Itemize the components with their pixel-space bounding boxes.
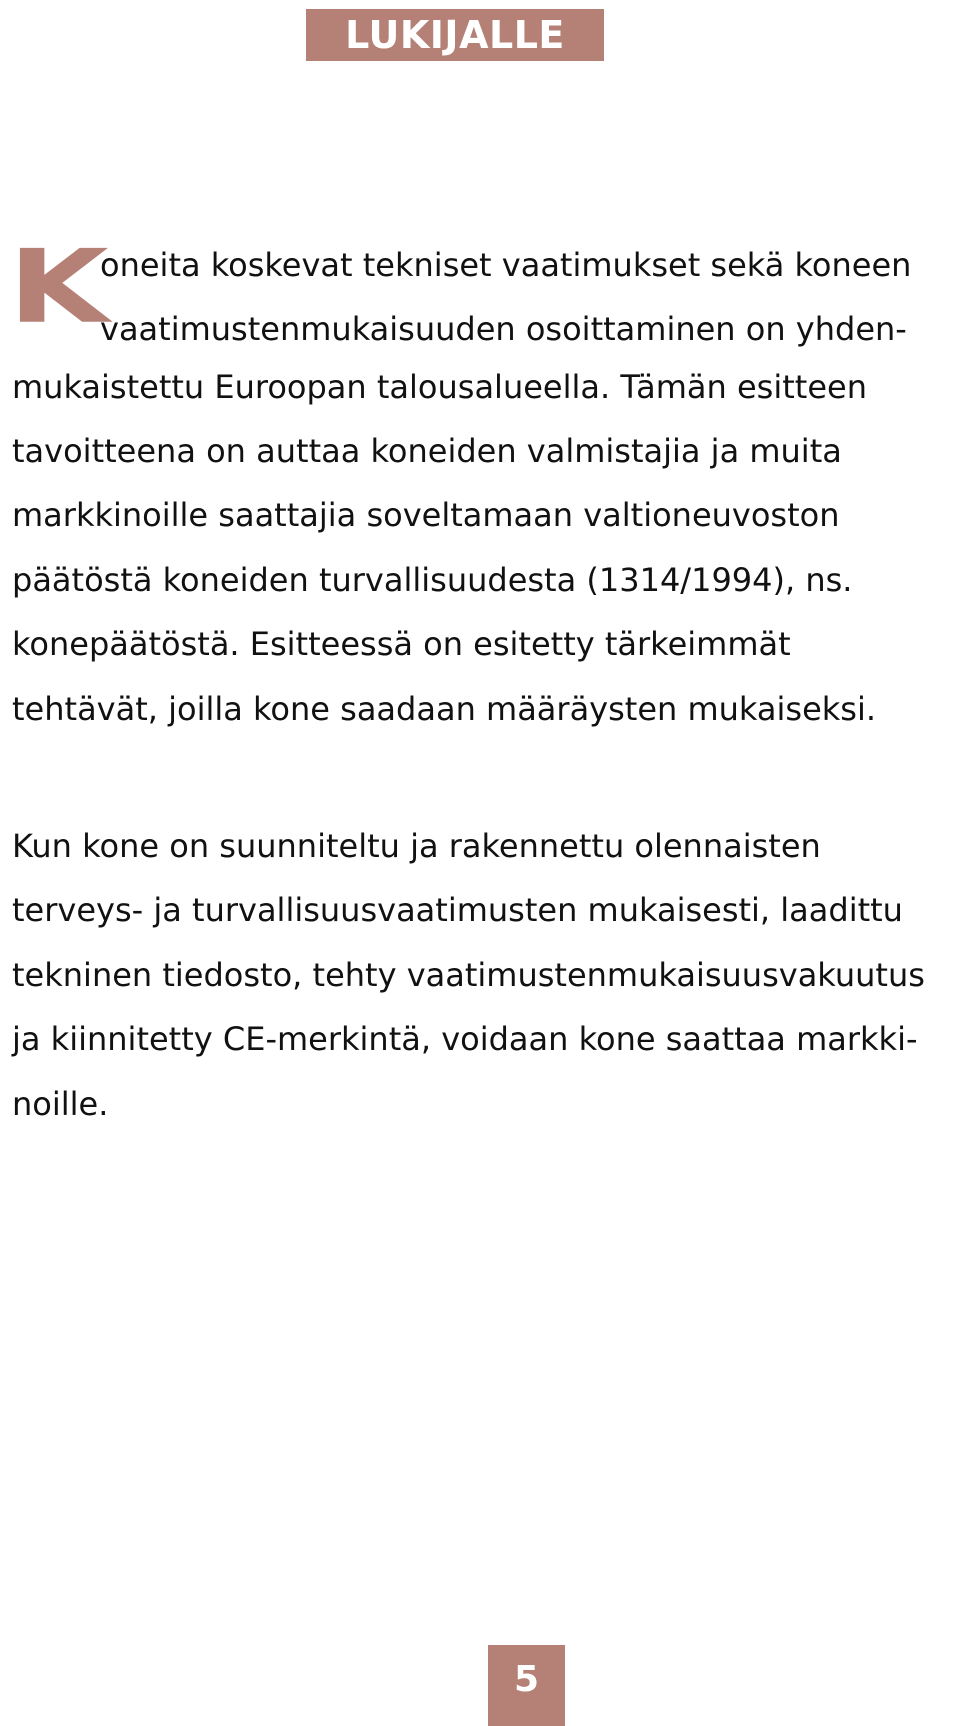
- text-line: Kun kone on suunniteltu ja rakennettu olennaisten: [12, 827, 821, 865]
- text-line: markkinoille saattajia soveltamaan valtioneuvoston: [12, 496, 840, 534]
- section-header: [306, 9, 604, 61]
- text-line: noille.: [12, 1085, 109, 1123]
- text-line: konepäätöstä. Esitteessä on esitetty tärkeimmät: [12, 625, 791, 663]
- page-number: 5: [513, 1659, 540, 1700]
- page-number-box: [488, 1645, 565, 1726]
- text-line: tehtävät, joilla kone saadaan määräysten mukaiseksi.: [12, 690, 877, 728]
- text-line: ja kiinnitetty CE-merkintä, voidaan kone saattaa markki-: [12, 1020, 918, 1058]
- text-line: terveys- ja turvallisuusvaatimusten mukaisesti, laadittu: [12, 891, 903, 929]
- section-title: LUKIJALLE: [345, 13, 565, 57]
- drop-cap-letter: K: [8, 227, 109, 346]
- text-line: tekninen tiedosto, tehty vaatimustenmukaisuusvakuutus: [12, 956, 925, 994]
- text-line: mukaistettu Euroopan talousalueella. Tämän esitteen: [12, 368, 867, 406]
- text-line: vaatimustenmukaisuuden osoittaminen on yhden-: [100, 310, 907, 348]
- text-line: päätöstä koneiden turvallisuudesta (1314/1994), ns.: [12, 561, 853, 599]
- text-line: tavoitteena on auttaa koneiden valmistajia ja muita: [12, 432, 842, 470]
- text-line: oneita koskevat tekniset vaatimukset sekä koneen: [100, 246, 912, 284]
